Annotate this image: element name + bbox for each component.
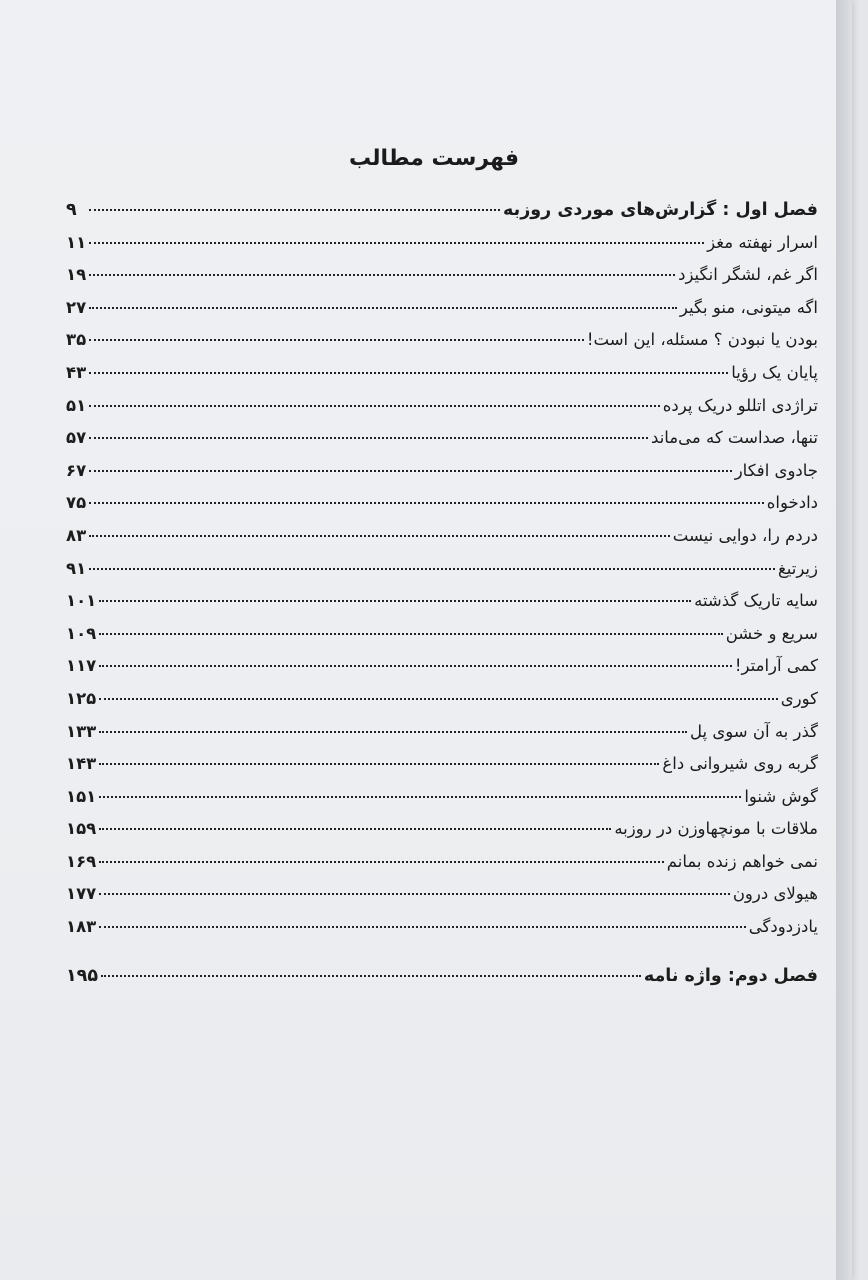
toc-entry-title: تراژدی اتللو دریک پرده xyxy=(662,395,818,415)
dot-leader xyxy=(89,306,677,309)
toc-entry-page: ۱۶۹ xyxy=(66,851,97,871)
dot-leader xyxy=(89,371,728,374)
toc-entry-title: هیولای درون xyxy=(732,884,818,904)
toc-entry-title: گوش شنوا xyxy=(744,786,818,806)
toc-entry-title: نمی خواهم زنده بمانم xyxy=(666,851,818,871)
dot-leader xyxy=(99,925,746,928)
dot-leader xyxy=(89,241,704,244)
toc-entry xyxy=(66,455,818,488)
toc-entry-page: ۹۱ xyxy=(66,558,87,578)
toc-entry-page: ۱۵۱ xyxy=(66,786,97,806)
toc-entry-title: زیرتیغ xyxy=(777,558,818,578)
toc-entry-page: ۱۰۱ xyxy=(66,591,97,611)
dot-leader xyxy=(89,273,675,276)
toc-entry xyxy=(66,618,818,651)
toc-entry-title: سایه تاریک گذشته xyxy=(694,591,818,611)
dot-leader xyxy=(101,974,641,977)
toc-entry-page: ۱۱ xyxy=(66,232,87,252)
dot-leader xyxy=(99,730,687,733)
toc-entry-title: کوری xyxy=(780,688,818,708)
toc-entry-title: اسرار نهفته مغز xyxy=(707,232,818,252)
toc-entry xyxy=(66,227,818,260)
toc-entry xyxy=(66,911,818,944)
toc-entry-page: ۹ xyxy=(66,200,77,220)
toc-entry-page: ۱۸۳ xyxy=(66,917,97,937)
toc-entry-title: پایان یک رؤیا xyxy=(731,362,818,382)
dot-leader xyxy=(99,860,664,863)
toc-entry xyxy=(66,781,818,814)
dot-leader xyxy=(89,208,500,211)
toc-entry-title: تنها، صداست که می‌ماند xyxy=(651,428,818,448)
dot-leader xyxy=(99,664,732,667)
toc-entry xyxy=(66,422,818,455)
toc-entry-title: دردم را، دوایی نیست xyxy=(672,525,818,545)
dot-leader xyxy=(99,892,730,895)
toc-entry-title: گذر به آن سوی پل xyxy=(690,721,818,741)
toc-entry-title: بودن یا نبودن ؟ مسئله، این است! xyxy=(586,330,818,350)
toc-entry-page: ۷۵ xyxy=(66,493,87,513)
dot-leader xyxy=(89,534,670,537)
toc-entry-title: اگر غم، لشگر انگیزد xyxy=(678,265,818,285)
toc-entry-page: ۵۷ xyxy=(66,428,87,448)
dot-leader xyxy=(99,795,741,798)
toc-entry-title: فصل اول : گزارش‌های موردی روزبه xyxy=(503,200,818,220)
dot-leader xyxy=(89,567,775,570)
toc-entry xyxy=(66,683,818,716)
dot-leader xyxy=(89,436,648,439)
toc-entry-page: ۵۱ xyxy=(66,395,87,415)
dot-leader xyxy=(89,404,660,407)
toc-entry-page: ۱۱۷ xyxy=(66,656,97,676)
toc-entry xyxy=(66,487,818,520)
toc-entry xyxy=(66,716,818,749)
toc-entry-page: ۱۰۹ xyxy=(66,623,97,643)
toc-entry-chapter-1 xyxy=(66,194,818,227)
toc-entry xyxy=(66,878,818,911)
dot-leader xyxy=(99,827,611,830)
toc-entry-page: ۱۷۷ xyxy=(66,884,97,904)
toc-entry xyxy=(66,520,818,553)
toc-entry-page: ۱۹ xyxy=(66,265,87,285)
page-edge xyxy=(836,0,852,1280)
toc-entry-title: کمی آرامتر! xyxy=(734,656,818,676)
toc-entry-title: یادزدودگی xyxy=(748,917,818,937)
dot-leader xyxy=(99,599,691,602)
toc-entry-title: جادوی افکار xyxy=(734,460,818,480)
toc-entry xyxy=(66,748,818,781)
toc-entry xyxy=(66,846,818,879)
toc-entry-title: ملاقات با مونچهاوزن در روزبه xyxy=(614,819,818,839)
toc-entry-page: ۸۳ xyxy=(66,525,87,545)
toc-entry-title: گربه روی شیروانی داغ xyxy=(662,754,818,774)
dot-leader xyxy=(89,469,732,472)
dot-leader xyxy=(99,632,723,635)
dot-leader xyxy=(99,697,778,700)
toc-entry xyxy=(66,585,818,618)
toc-entry xyxy=(66,813,818,846)
toc-entry xyxy=(66,357,818,390)
toc-entry xyxy=(66,324,818,357)
table-of-contents xyxy=(66,194,818,992)
toc-entry-page: ۱۵۹ xyxy=(66,819,97,839)
toc-entry-page: ۱۹۵ xyxy=(66,965,99,986)
toc-entry xyxy=(66,553,818,586)
toc-entry-page: ۱۴۳ xyxy=(66,754,97,774)
dot-leader xyxy=(89,338,584,341)
toc-entry-title: اگه میتونی، منو بگیر xyxy=(679,297,818,317)
toc-entry xyxy=(66,650,818,683)
toc-entry-page: ۶۷ xyxy=(66,460,87,480)
toc-entry-title: دادخواه xyxy=(766,493,818,513)
toc-entry xyxy=(66,390,818,423)
toc-entry xyxy=(66,292,818,325)
dot-leader xyxy=(89,501,764,504)
toc-entry-page: ۳۵ xyxy=(66,330,87,350)
toc-entry xyxy=(66,259,818,292)
dot-leader xyxy=(99,762,659,765)
toc-entry-page: ۴۳ xyxy=(66,362,87,382)
toc-entry-title: فصل دوم: واژه نامه xyxy=(643,965,818,986)
toc-entry-page: ۱۳۳ xyxy=(66,721,97,741)
toc-title: فهرست مطالب xyxy=(348,146,520,171)
toc-entry-page: ۲۷ xyxy=(66,297,87,317)
toc-entry-title: سریع و خشن xyxy=(725,623,818,643)
toc-entry-page: ۱۲۵ xyxy=(66,688,97,708)
toc-entry-chapter-2 xyxy=(66,960,818,993)
